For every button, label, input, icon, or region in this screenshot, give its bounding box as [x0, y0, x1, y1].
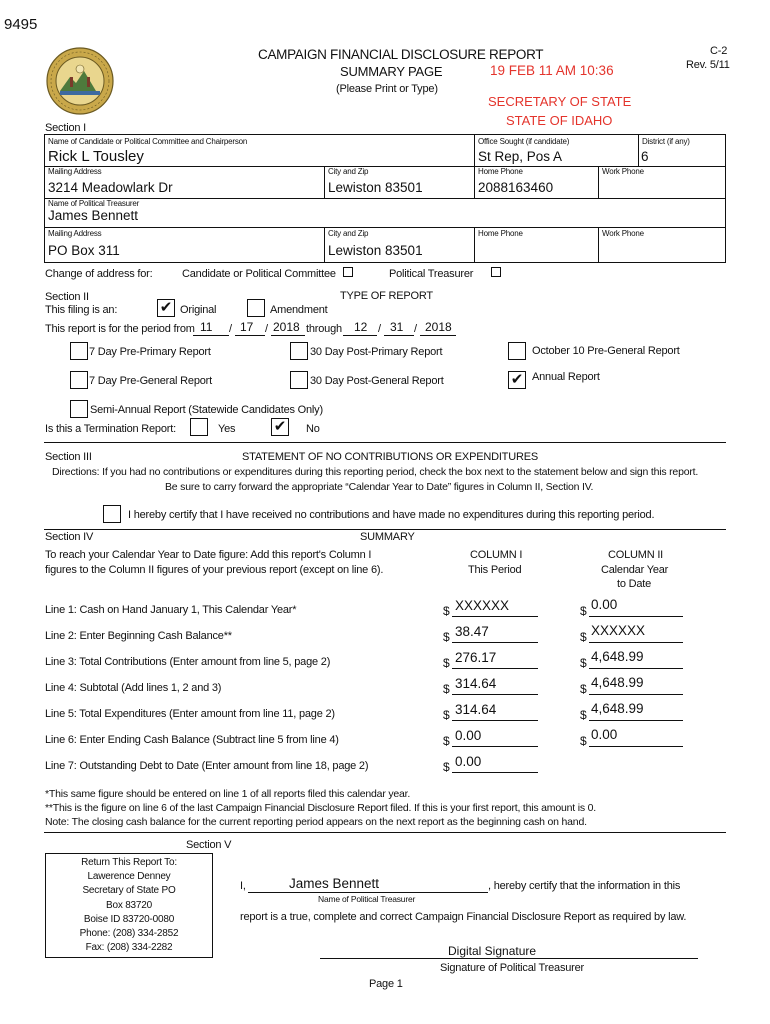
change-treasurer-label: Political Treasurer [389, 268, 474, 280]
30day-post-primary-label: 30 Day Post-Primary Report [310, 346, 443, 358]
summary-line-label: Line 7: Outstanding Debt to Date (Enter amount from line 18, page 2) [45, 760, 369, 772]
change-candidate-label: Candidate or Political Committee [182, 268, 336, 280]
return-address-line: Phone: (208) 334-2852 [79, 928, 179, 940]
period-to-month[interactable]: 12 [354, 320, 368, 334]
7day-pre-primary-checkbox[interactable] [70, 342, 88, 360]
currency-symbol: $ [443, 630, 450, 644]
change-treasurer-checkbox[interactable] [491, 267, 501, 277]
certify-statement-2: report is a true, complete and correct Campaign Financial Disclosure Report as required by law. [240, 911, 687, 923]
return-address-line: Secretary of State PO [82, 885, 176, 897]
30day-post-general-label: 30 Day Post-General Report [310, 375, 444, 387]
column-2-value[interactable]: 0.00 [591, 597, 618, 612]
column-2-value[interactable]: 4,648.99 [591, 701, 644, 716]
return-address-line: Boise ID 83720-0080 [83, 913, 175, 925]
directions-line-2: Be sure to carry forward the appropriate “Calendar Year to Date” figures in Column II, Section IV. [165, 481, 594, 493]
column-1-underline [452, 642, 538, 643]
no-contributions-title: STATEMENT OF NO CONTRIBUTIONS OR EXPENDITURES [242, 451, 538, 463]
home-phone-label: Home Phone [478, 167, 523, 176]
summary-line-label: Line 5: Total Expenditures (Enter amount from line 11, page 2) [45, 708, 335, 720]
currency-symbol: $ [443, 734, 450, 748]
summary-line-label: Line 1: Cash on Hand January 1, This Calendar Year* [45, 604, 297, 616]
termination-label: Is this a Termination Report: [45, 423, 176, 435]
column-2-underline [589, 616, 683, 617]
period-from-year[interactable]: 2018 [273, 320, 300, 334]
state-seal-icon [46, 47, 114, 115]
30day-post-general-checkbox[interactable] [290, 371, 308, 389]
no-contributions-statement: I hereby certify that I have received no contributions and have made no expenditures during this reporting period. [128, 509, 655, 521]
currency-symbol: $ [580, 604, 587, 618]
column-1-subtitle: This Period [468, 564, 522, 576]
change-of-address-label: Change of address for: [45, 268, 153, 280]
column-1-value[interactable]: 0.00 [455, 728, 482, 743]
type-of-report-title: TYPE OF REPORT [340, 290, 433, 302]
7day-pre-primary-label: 7 Day Pre-Primary Report [89, 346, 211, 358]
column-2-underline [589, 694, 683, 695]
name-of-treasurer-caption: Name of Political Treasurer [318, 894, 416, 904]
column-2-title: COLUMN II [608, 549, 664, 561]
summary-intro-2: figures to the Column II figures of your previous report (except on line 6). [45, 564, 384, 576]
column-1-value[interactable]: 314.64 [455, 676, 497, 691]
page-number: Page 1 [369, 978, 403, 990]
document-number: 9495 [4, 16, 38, 33]
column-1-underline [452, 616, 538, 617]
return-address-line: Fax: (208) 334-2282 [85, 942, 173, 954]
semi-annual-checkbox[interactable] [70, 400, 88, 418]
treasurer-name-field[interactable]: James Bennett [48, 208, 139, 223]
summary-line-label: Line 4: Subtotal (Add lines 1, 2 and 3) [45, 682, 222, 694]
column-2-subtitle-2: to Date [617, 578, 652, 590]
period-to-year[interactable]: 2018 [425, 320, 452, 334]
work-phone-label: Work Phone [602, 167, 644, 176]
directions-line-1: Directions: If you had no contributions or expenditures during this reporting period, check the box next to the statement below and sign this report. [52, 466, 699, 478]
oct10-pre-general-checkbox[interactable] [508, 342, 526, 360]
note-2: **This is the figure on line 6 of the last Campaign Financial Disclosure Report filed. If this is your first report, this amount is 0. [45, 802, 596, 814]
form-code: C-2 [710, 45, 728, 57]
column-2-value[interactable]: XXXXXX [591, 623, 646, 638]
treasurer-name-label: Name of Political Treasurer [48, 199, 140, 208]
digital-signature[interactable]: Digital Signature [448, 944, 537, 958]
treasurer-home-phone-label: Home Phone [478, 229, 523, 238]
form-instruction: (Please Print or Type) [336, 83, 438, 95]
original-label: Original [180, 304, 217, 316]
column-1-underline [452, 720, 538, 721]
column-1-value[interactable]: XXXXXX [455, 598, 510, 613]
return-address-box [45, 853, 213, 958]
period-from-month[interactable]: 11 [200, 320, 213, 334]
column-2-value[interactable]: 4,648.99 [591, 675, 644, 690]
signature-caption: Signature of Political Treasurer [440, 962, 585, 974]
district-field[interactable]: 6 [641, 149, 649, 164]
currency-symbol: $ [443, 604, 450, 618]
30day-post-primary-checkbox[interactable] [290, 342, 308, 360]
summary-intro-1: To reach your Calendar Year to Date figure: Add this report's Column I [45, 549, 372, 561]
section-1-label: Section I [45, 122, 87, 134]
column-1-underline [452, 746, 538, 747]
candidate-name-field[interactable]: Rick L Tousley [48, 148, 144, 165]
return-address-line: Return This Report To: [81, 857, 177, 868]
section-4-label: Section IV [45, 531, 94, 543]
column-2-underline [589, 668, 683, 669]
currency-symbol: $ [443, 708, 450, 722]
column-2-underline [589, 746, 683, 747]
column-2-subtitle: Calendar Year [601, 564, 669, 576]
termination-yes-checkbox[interactable] [190, 418, 208, 436]
certifying-treasurer-name[interactable]: James Bennett [289, 876, 380, 891]
currency-symbol: $ [443, 656, 450, 670]
change-candidate-checkbox[interactable] [343, 267, 353, 277]
district-label: District (if any) [642, 137, 690, 146]
filing-type-label: This filing is an: [45, 304, 118, 316]
received-stamp-state: STATE OF IDAHO [506, 113, 613, 128]
currency-symbol: $ [580, 656, 587, 670]
mailing-address-label: Mailing Address [48, 167, 102, 176]
section-2-label: Section II [45, 291, 89, 303]
city-zip-label: City and Zip [328, 167, 369, 176]
column-1-title: COLUMN I [470, 549, 523, 561]
currency-symbol: $ [580, 682, 587, 696]
summary-line-label: Line 3: Total Contributions (Enter amount from line 5, page 2) [45, 656, 331, 668]
form-revision: Rev. 5/11 [686, 59, 730, 71]
annual-report-label: Annual Report [532, 371, 600, 383]
currency-symbol: $ [443, 760, 450, 774]
note-1: *This same figure should be entered on line 1 of all reports filed this calendar year. [45, 788, 411, 800]
office-sought-label: Office Sought (if candidate) [478, 137, 570, 146]
received-stamp-office: SECRETARY OF STATE [488, 94, 632, 109]
received-stamp-date: 19 FEB 11 AM 10:36 [490, 63, 614, 78]
currency-symbol: $ [443, 682, 450, 696]
column-1-value[interactable]: 0.00 [455, 754, 482, 769]
summary-line-label: Line 2: Enter Beginning Cash Balance** [45, 630, 232, 642]
mailing-address-field[interactable]: 3214 Meadowlark Dr [48, 180, 173, 195]
return-address-line: Lawerence Denney [87, 871, 171, 883]
column-1-value[interactable]: 38.47 [455, 624, 489, 639]
summary-title: SUMMARY [360, 531, 415, 543]
certify-i: I, [240, 880, 246, 892]
column-1-value[interactable]: 314.64 [455, 702, 497, 717]
column-1-underline [452, 668, 538, 669]
treasurer-mailing-field[interactable]: PO Box 311 [48, 243, 120, 258]
termination-no-label: No [306, 423, 320, 435]
termination-no-checkbox[interactable]: ✔ [271, 418, 289, 436]
home-phone-field[interactable]: 2088163460 [478, 180, 554, 195]
form-title: CAMPAIGN FINANCIAL DISCLOSURE REPORT [258, 47, 544, 62]
amendment-checkbox[interactable] [247, 299, 265, 317]
column-2-underline [589, 720, 683, 721]
semi-annual-label: Semi-Annual Report (Statewide Candidates Only) [90, 404, 323, 416]
through-label: through [306, 323, 342, 335]
note-3: Note: The closing cash balance for the current reporting period appears on the next report as the beginning cash on hand. [45, 816, 587, 828]
7day-pre-general-checkbox[interactable] [70, 371, 88, 389]
section-5-label: Section V [186, 839, 232, 851]
treasurer-city-label: City and Zip [328, 229, 369, 238]
7day-pre-general-label: 7 Day Pre-General Report [89, 375, 212, 387]
office-sought-field[interactable]: St Rep, Pos A [478, 149, 563, 164]
city-zip-field[interactable]: Lewiston 83501 [328, 180, 423, 195]
column-2-underline [589, 642, 683, 643]
column-1-underline [452, 772, 538, 773]
period-label: This report is for the period from [45, 323, 195, 335]
currency-symbol: $ [580, 708, 587, 722]
form-subtitle: SUMMARY PAGE [340, 64, 443, 79]
return-address-line: Box 83720 [105, 899, 153, 911]
candidate-name-label: Name of Candidate or Political Committee and Chairperson [48, 137, 248, 146]
column-1-underline [452, 694, 538, 695]
treasurer-work-phone-label: Work Phone [602, 229, 644, 238]
column-2-value[interactable]: 4,648.99 [591, 649, 644, 664]
amendment-label: Amendment [270, 304, 328, 316]
certify-statement-tail: , hereby certify that the information in this [488, 880, 681, 892]
original-checkbox[interactable]: ✔ [157, 299, 175, 317]
column-1-value[interactable]: 276.17 [455, 650, 497, 665]
oct10-pre-general-label: October 10 Pre-General Report [532, 345, 680, 357]
period-from-day[interactable]: 17 [240, 320, 254, 334]
section-3-label: Section III [45, 451, 92, 463]
period-to-day[interactable]: 31 [390, 320, 404, 334]
treasurer-city-field[interactable]: Lewiston 83501 [328, 243, 423, 258]
summary-line-label: Line 6: Enter Ending Cash Balance (Subtract line 5 from line 4) [45, 734, 339, 746]
column-2-value[interactable]: 0.00 [591, 727, 618, 742]
no-contributions-checkbox[interactable] [103, 505, 121, 523]
treasurer-mailing-label: Mailing Address [48, 229, 102, 238]
currency-symbol: $ [580, 630, 587, 644]
currency-symbol: $ [580, 734, 587, 748]
termination-yes-label: Yes [218, 423, 236, 435]
annual-report-checkbox[interactable]: ✔ [508, 371, 526, 389]
